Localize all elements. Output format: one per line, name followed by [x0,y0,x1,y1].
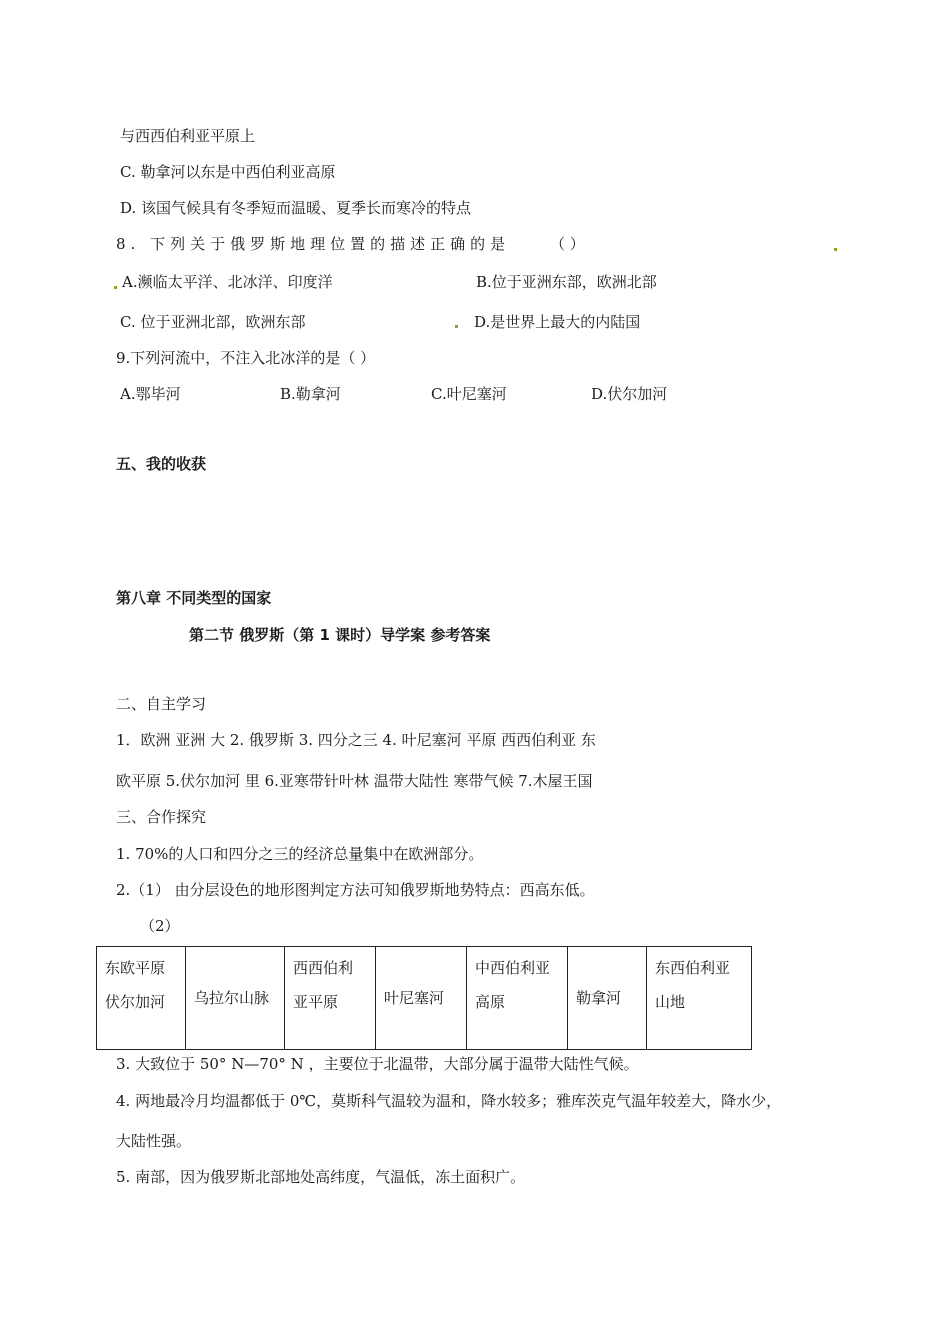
table-cell: 东欧平原 伏尔加河 [97,947,186,1050]
answer-5: 5. 南部，因为俄罗斯北部地处高纬度，气温低，冻土面积广。 [116,1168,526,1186]
self-study-answers-line-2: 欧平原 5.伏尔加河 里 6.亚寒带针叶林 温带大陆性 寒带气候 7.木屋王国 [116,772,593,790]
mark-dot [114,286,117,289]
table-row [97,947,752,1050]
mark-dot [834,248,837,251]
question-8-option-a: A.濒临太平洋、北冰洋、印度洋 [122,273,333,291]
table-cell: 西西伯利 亚平原 [285,947,376,1050]
question-9-option-d: D.伏尔加河 [591,385,668,403]
question-9-option-a: A.鄂毕河 [120,385,181,403]
harvest-heading: 五、我的收获 [116,455,207,473]
question-9-stem: 9.下列河流中，不注入北冰洋的是（ ） [116,349,376,367]
answer-4-line-1: 4. 两地最冷月均温都低于 0℃，莫斯科气温较为温和，降水较多；雅库茨克气温年较差大，降水少， [116,1092,782,1110]
option-d: D. 该国气候具有冬季短而温暖、夏季长而寒冷的特点 [120,199,472,217]
self-study-heading: 二、自主学习 [116,695,207,713]
question-8-option-d: D.是世界上最大的内陆国 [474,313,641,331]
question-8-option-c: C. 位于亚洲北部，欧洲东部 [120,313,306,331]
mark-dot [455,325,458,328]
answer-4-line-2: 大陆性强。 [116,1132,192,1150]
question-9-option-b: B.勒拿河 [280,385,341,403]
question-8-option-b: B.位于亚洲东部，欧洲北部 [476,273,657,291]
table-cell: 叶尼塞河 [376,947,467,1050]
cooperation-heading: 三、合作探究 [116,808,207,826]
section-title: 第二节 俄罗斯（第 1 课时）导学案 参考答案 [189,626,491,644]
table-cell: 中西伯利亚 高原 [467,947,568,1050]
answer-1: 1. 70%的人口和四分之三的经济总量集中在欧洲部分。 [116,845,484,863]
table-cell: 勒拿河 [568,947,647,1050]
chapter-title: 第八章 不同类型的国家 [116,589,272,607]
answer-2: 2.（1） 由分层设色的地形图判定方法可知俄罗斯地势特点：西高东低。 [116,881,595,899]
question-8-stem: 8. 下列关于俄罗斯地理位置的描述正确的是 [116,235,511,253]
answer-3: 3. 大致位于 50° N—70° N ，主要位于北温带，大部分属于温带大陆性气候。 [116,1055,639,1073]
question-9-option-c: C.叶尼塞河 [431,385,507,403]
terrain-answer-table [96,946,752,1050]
option-c: C. 勒拿河以东是中西伯利亚高原 [120,163,336,181]
table-cell: 乌拉尔山脉 [186,947,285,1050]
self-study-answers-line-1: 1．欧洲 亚洲 大 2. 俄罗斯 3. 四分之三 4. 叶尼塞河 平原 西西伯利亚 东 [116,731,596,749]
question-8-answer-blank: （ ） [550,235,585,253]
answer-2-sub: （2） [140,917,180,935]
question-continuation: 与西西伯利亚平原上 [120,127,256,145]
table-cell: 东西伯利亚 山地 [647,947,752,1050]
